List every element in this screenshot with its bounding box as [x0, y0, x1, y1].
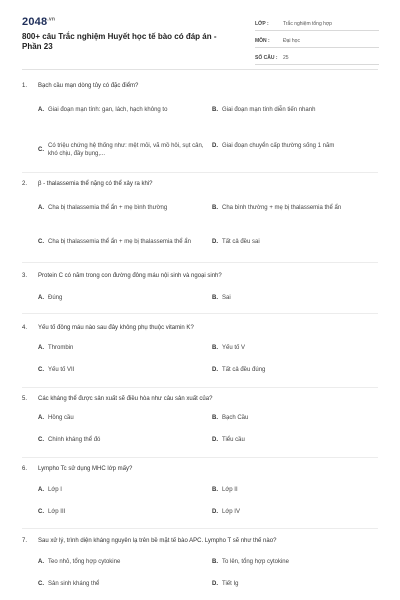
option-text: Tất cả đều đúng [222, 367, 266, 373]
answer-option-a[interactable] [38, 344, 208, 352]
answer-option-a[interactable] [38, 558, 208, 566]
option-letter: D. [212, 437, 218, 443]
question-text-row [22, 180, 378, 188]
question-text: Lympho Tc sử dụng MHC lớp mấy? [38, 466, 133, 472]
answer-option-b[interactable] [212, 106, 382, 114]
answer-option-b[interactable] [212, 344, 382, 352]
option-text: Cha bình thường + mẹ bị thalassemia thể ẩn [222, 205, 342, 211]
meta-key: LỚP : [255, 21, 269, 27]
option-letter: C. [38, 147, 44, 153]
option-letter: B. [212, 345, 218, 351]
option-text: Hồng cầu [48, 415, 74, 421]
answer-option-c[interactable] [38, 580, 208, 588]
answer-option-b[interactable] [212, 204, 382, 212]
option-letter: D. [212, 239, 218, 245]
meta-info [255, 14, 379, 65]
header-divider [22, 69, 378, 70]
option-letter: B. [212, 487, 218, 493]
option-letter: C. [38, 437, 44, 443]
option-letter: C. [38, 581, 44, 587]
question [22, 465, 378, 473]
answer-option-d[interactable] [212, 142, 382, 150]
option-letter: C. [38, 367, 44, 373]
meta-key: SỐ CÂU : [255, 55, 278, 61]
question [22, 180, 378, 188]
option-text: Giai đoạn mạn tính diễn tiến nhanh [222, 107, 316, 113]
question-text: Các kháng thể được sản xuất sẽ điều hòa như câu sản xuất của? [38, 396, 213, 402]
question [22, 272, 378, 280]
question-number: 3. [22, 273, 28, 279]
answer-option-c[interactable] [38, 366, 208, 374]
option-text: Teo nhỏ, tổng hợp cytokine [48, 559, 121, 565]
option-letter: B. [212, 559, 218, 565]
answer-option-a[interactable] [38, 294, 208, 302]
question-text: Yếu tố đông máu nào sau đây không phụ thuộc vitamin K? [38, 325, 194, 331]
question-text: Protein C có năm trong con đường đông máu nội sinh và ngoại sinh? [38, 273, 222, 279]
option-text: Cha bị thalassemia thể ẩn + mẹ bị thalassemia thể ẩn [48, 239, 191, 245]
option-letter: B. [212, 415, 218, 421]
option-letter: D. [212, 143, 218, 149]
question-divider [22, 457, 378, 458]
answer-option-d[interactable] [212, 238, 382, 246]
option-text: Lớp III [48, 509, 66, 515]
answer-option-b[interactable] [212, 414, 382, 422]
answer-option-c[interactable] [38, 436, 208, 444]
answer-option-c[interactable] [38, 238, 208, 246]
option-text: Sản sinh kháng thể [48, 581, 100, 587]
logo-number: 2048 [22, 16, 48, 28]
option-text: Cha bị thalassemia thể ẩn + mẹ bình thường [48, 205, 168, 211]
answer-option-a[interactable] [38, 204, 208, 212]
option-letter: D. [212, 509, 218, 515]
meta-value: 25 [283, 55, 289, 61]
option-letter: A. [38, 107, 44, 113]
option-text: Tiểu cầu [222, 437, 245, 443]
option-letter: C. [38, 509, 44, 515]
question-text-row [22, 272, 378, 280]
question-divider [22, 172, 378, 173]
question-divider [22, 313, 378, 314]
question-text-row [22, 465, 378, 473]
question [22, 324, 378, 332]
logo-tld: .vn [47, 16, 56, 23]
answer-option-b[interactable] [212, 486, 382, 494]
answer-option-d[interactable] [212, 580, 382, 588]
meta-row-subject [255, 31, 379, 48]
question-text: Sau xử lý, trình diện kháng nguyên lạ trên bề mặt tế bào APC. Lympho T sẽ như thế nào? [38, 538, 277, 544]
meta-key: MÔN : [255, 38, 270, 44]
option-text: Giai đoạn chuyển cấp thường sống 1 năm [222, 143, 335, 149]
meta-row-class [255, 14, 379, 31]
question-text: Bạch cầu mạn dòng tủy có đặc điểm? [38, 83, 139, 89]
answer-option-b[interactable] [212, 558, 382, 566]
question-divider [22, 528, 378, 529]
option-letter: D. [212, 581, 218, 587]
question-number: 7. [22, 538, 28, 544]
answer-option-d[interactable] [212, 366, 382, 374]
option-letter: A. [38, 487, 44, 493]
question-number: 2. [22, 181, 28, 187]
question-text-row [22, 537, 378, 545]
question-text: β - thalassemia thể nặng có thể xảy ra khi? [38, 181, 153, 187]
meta-value: Đại học [283, 38, 300, 44]
option-text: Yếu tố VII [48, 367, 75, 373]
option-text: Yếu tố V [222, 345, 246, 351]
option-text: Tất cả đều sai [222, 239, 260, 245]
question-number: 6. [22, 466, 28, 472]
option-letter: A. [38, 205, 44, 211]
option-letter: A. [38, 345, 44, 351]
option-text: Bạch Cầu [222, 415, 249, 421]
option-letter: B. [212, 107, 218, 113]
meta-value: Trắc nghiệm tổng hợp [283, 21, 332, 27]
option-letter: A. [38, 559, 44, 565]
option-letter: B. [212, 295, 218, 301]
option-text: Thrombin [48, 345, 74, 351]
site-logo[interactable] [22, 16, 55, 28]
option-letter: D. [212, 367, 218, 373]
answer-option-a[interactable] [38, 106, 208, 114]
option-text: Giai đoạn mạn tính: gan, lách, hạch không to [48, 107, 168, 113]
option-letter: A. [38, 295, 44, 301]
answer-option-c[interactable] [38, 142, 208, 158]
question [22, 82, 378, 90]
answer-option-a[interactable] [38, 414, 208, 422]
option-text: Có triệu chứng hệ thống như: mệt mỏi, vã mồ hôi, sụt cân, khó chịu, đầy bụng,... [48, 143, 204, 157]
question-text-row [22, 395, 378, 403]
option-letter: A. [38, 415, 44, 421]
question-divider [22, 262, 378, 263]
option-text: Đúng [48, 295, 63, 301]
option-text: Chính kháng thể đó [48, 437, 101, 443]
option-text: Lớp IV [222, 509, 240, 515]
answer-option-b[interactable] [212, 294, 382, 302]
question-number: 4. [22, 325, 28, 331]
question [22, 537, 378, 545]
option-letter: C. [38, 239, 44, 245]
document-title: 800+ câu Trắc nghiệm Huyết học tế bào có đáp án - Phần 23 [22, 32, 217, 51]
answer-option-d[interactable] [212, 436, 382, 444]
option-text: Sai [222, 295, 231, 301]
option-text: Tiết Ig [222, 581, 239, 587]
question-number: 1. [22, 83, 28, 89]
option-text: Lớp II [222, 487, 238, 493]
option-text: To lên, tổng hợp cytokine [222, 559, 289, 565]
meta-row-count [255, 48, 379, 65]
option-text: Lớp I [48, 487, 62, 493]
question-text-row [22, 82, 378, 90]
answer-option-d[interactable] [212, 508, 382, 516]
question-divider [22, 387, 378, 388]
question-text-row [22, 324, 378, 332]
answer-option-a[interactable] [38, 486, 208, 494]
question [22, 395, 378, 403]
option-letter: B. [212, 205, 218, 211]
answer-option-c[interactable] [38, 508, 208, 516]
question-number: 5. [22, 396, 28, 402]
